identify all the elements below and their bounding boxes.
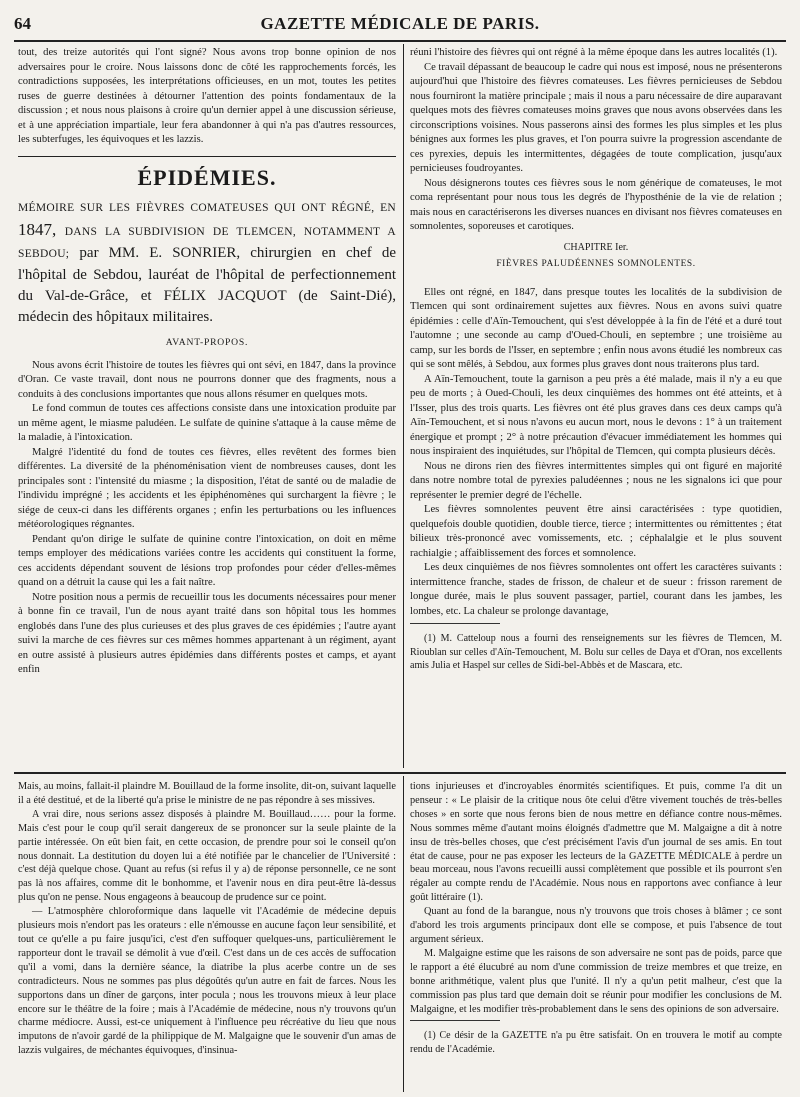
paragraph: Nous ne dirons rien des fièvres intermittentes simples qui ont figuré en majorité dans notre nombre total de pyrexies paludéennes ; nous ne les signalons ici que pour représenter le premier degré de l'échelle.: [410, 460, 782, 501]
paragraph: tout, des treize autorités qui l'ont signé? Nous avons trop bonne opinion de nos adversaires pour le croire. Nous laissons donc de côté les rapprochements forcés, les contradictions supposées, les interprétations officieuses, en un mot, toutes les petites ruses de guerre destinées à détourner l'attention des points fondamentaux de la discussion ; et nous nous plaisons à croire qu'un dernier appel à une discussion sérieuse, et à une appréciation impartiale, leur fera abandonner à qui n'a pas d'autres ressources, les subterfuges, les équivoques et les lazzis.: [18, 47, 396, 145]
avant-propos-heading: AVANT-PROPOS.: [165, 337, 249, 348]
paragraph: Quant au fond de la barangue, nous n'y trouvons que trois choses à blâmer ; ce sont d'abord les trois arguments principaux dont elle se compose, et puis l'absence de tout argument sérieux.: [410, 906, 782, 945]
paragraph: — L'atmosphère chloroformique dans laquelle vit l'Académie de médecine depuis plusieurs mois n'endort pas les orateurs : elle n'émousse en aucune façon leur sensibilité, et tout ce qu'elle a pu faire jusqu'ici, c'est d'en suffoquer quelques-uns, particulièrement le rapporteur dont le travail se démolit à vue d'œil. C'est dans un de ces accès de suffocation qu'il a vomi, dans la dernière séance, la diatribe la plus acerbe contre un de ses contradicteurs. Nous ne sommes pas plus dégoûtés qu'un autre en fait de farces. Nous les supportons dans un dîner de garçons, inter pocula ; nous les trouvons mieux à leur place encore sur le théâtre de la foire ; mais à l'Académie de médecine, nous n'y trouvons qu'un charme médiocre. Aussi, est-ce uniquement à l'influence peu récréative du lieu que nous imputons de n'avoir gardé de la philippique de M. Malgaigne que le souvenir d'un amas de lazzis vulgaires, de méchantes équivoques, d'insinua-: [18, 906, 396, 1057]
footnote: (1) M. Catteloup nous a fourni des renseignements sur les fièvres de Tlemcen, M. Rioublan sur celles d'Aïn-Temouchent, M. Bolu sur celles de Daya et d'Oran, nos excellents amis Julia et Haspel sur celles de Sidi-bel-Abbès et de Mascara, etc.: [410, 633, 782, 671]
chapter-subheading: FIÈVRES PALUDÉENNES SOMNOLENTES.: [496, 259, 696, 269]
right-column: [410, 46, 782, 768]
page-number: 64: [14, 14, 31, 33]
header-rule: [14, 40, 786, 42]
page-header: [14, 14, 786, 38]
paragraph: Les deux cinquièmes de nos fièvres somnolentes ont offert les caractères suivants : intermittence franche, stades de frisson, de chaleur et de sueur : frisson rarement de longue durée, mais le plus souvent passager, partiel, courant dans les jambes, les lombes, etc. La chaleur se prolonge davantage,: [410, 562, 782, 617]
paragraph: Pendant qu'on dirige le sulfate de quinine contre l'intoxication, on doit en même temps employer des médications variées contre les accidents qui constituent la forme, ces accidents dépendant souvent de lésions trop profondes pour céder d'elles-mêmes quand on a détruit la cause qui les a fait naître.: [18, 533, 396, 588]
section-divider: [18, 156, 396, 157]
paragraph: Nous avons écrit l'histoire de toutes les fièvres qui ont sévi, en 1847, dans la province d'Oran. Ce vaste travail, dont nous ne pourrons donner que des fragments, nous a conduits à des conclusions importantes que nous allons résumer en quelques mots.: [18, 359, 396, 400]
paragraph: Nous désignerons toutes ces fièvres sous le nom générique de comateuses, le mot coma représentant pour nous tous les degrés de l'hyposthénie de la vie de relation ; mais nous en caractériserons les diverses nuances en divisant nos fièvres comateuses en somnolentes, soporeuses et carotiques.: [410, 177, 782, 232]
paragraph: Ce travail dépassant de beaucoup le cadre qui nous est imposé, nous ne présenterons aujourd'hui que l'histoire des fièvres comateuses. Les fièvres pernicieuses de Sebdou nous fourniront la matière principale ; mais il nous a paru nécessaire de dire auparavant quelques mots des fièvres comateuses moins graves que nous avons observées dans les circonscriptions voisines. Nous passerons ainsi des formes les plus simples et les plus bénignes aux formes les plus graves, et l'on pourra suivre la progression ascendante de ces pyrexies, depuis les intermittentes, dégagées de toute complication, jusqu'aux pernicieuses foudroyantes.: [410, 61, 782, 174]
paragraph: Les fièvres somnolentes peuvent être ainsi caractérisées : type quotidien, quelquefois double quotidien, double tierce, tierce ; intermittentes ou rémittentes ; état bilieux très-prononcé avec vomissements, etc. ; céphalalgie et le plus souvent rachialgie ; affaiblissement des forces et somnolence.: [410, 504, 782, 559]
footnote-rule: [410, 623, 500, 624]
memoir-authors: par MM. E. SONRIER, chirurgien en chef de l'hôpital de Sebdou, lauréat de l'hôpital de perfectionnement du Val-de-Grâce, et FÉLIX JACQUOT (de Saint-Dié), médecin des hôpitaux militaires.: [18, 245, 396, 325]
paragraph: Le fond commun de toutes ces affections consiste dans une intoxication produite par un même agent, le miasme paludéen. Le sulfate de quinine s'attaque à la cause même de la maladie, à l'intoxication.: [18, 403, 396, 443]
paragraph: Notre position nous a permis de recueillir tous les documents nécessaires pour mener à bonne fin ce travail, l'un de nous ayant traité dans son hôpital tous les hommes englobés dans l'une des plus curieuses et des plus graves de ces épidémies ; l'autre ayant suivi la marche de ces fièvres sur ces mêmes hommes appartenant à un régiment, ayant en outre assisté à plusieurs autres épidémies dans différents postes et camps, et ayant enfin: [18, 591, 396, 675]
column-divider: [403, 44, 404, 768]
memoir-title: [18, 197, 396, 328]
feuilleton-rule: [14, 772, 786, 774]
memoir-title-b: DANS LA SUBDIVISION DE TLEMCEN, NOTAMMENT A SEBDOU;: [18, 226, 396, 260]
chapter-heading: CHAPITRE Ier.: [563, 241, 629, 253]
footnote: (1) Ce désir de la GAZETTE n'a pu être satisfait. On en trouvera le motif au compte rendu de l'Académie.: [410, 1030, 782, 1055]
paragraph: M. Malgaigne estime que les raisons de son adversaire ne sont pas de poids, parce que le rapport a été élucubré au nom d'une commission de treize membres et que treize, en bonne arithmétique, valent plus que l'unité. Il n'y a qu'un petit malheur, c'est que la commission pas plus tard que demain doit se réunir pour modifier les conclusions de M. Malgaigne, et les modifier très-probablement dans le sens des opinions de son adversaire.: [410, 947, 782, 1015]
feuilleton-left-column: [18, 780, 396, 1090]
paragraph: A vrai dire, nous serions assez disposés à plaindre M. Bouillaud…… pour la forme. Mais c'est pour le coup qu'il serait dangereux de se prononcer sur la seule plainte de la partie intéressée. On eût bien fait, en cette occasion, de prendre pour soi le conseil qu'on nous donnait. La destitution du doyen lui a été notifiée par le chancelier de l'Université : c'est déjà quelque chose. Quant au refus (si refus il y a) de réponse personnelle, ce ne sont pas là nos affaires, comme dit le bonhomme, et l'avenir nous en dira peut-être là-dessus plus qu'on ne pense. Nous engageons à beaucoup de prudence sur ce point.: [18, 808, 396, 904]
paragraph: Mais, au moins, fallait-il plaindre M. Bouillaud de la forme insolite, dit-on, suivant laquelle il a été destitué, et de la liberté qu'a prise le ministre de ne pas répondre à ses missives.: [18, 781, 396, 806]
column-divider: [403, 776, 404, 1092]
section-title: ÉPIDÉMIES.: [137, 164, 277, 190]
footnote-rule: [410, 1020, 500, 1021]
paragraph: A Aïn-Temouchent, toute la garnison a peu près a été malade, mais il n'y a eu que peu de morts ; à Oued-Chouli, les deux cinquièmes des hommes ont été atteints, et à l'Isser, plus des trois quarts. Les fièvres ont été plus graves dans ces deux camps qu'à Aïn-Temouchent, et si nous n'avons eu aucun mort, nous le devons : 1° à un traitement énergique et prompt ; 2° à notre précaution d'évacuer immédiatement les hommes qui nous inspiraient des inquiétudes, sur l'hôpital de Tlemcen, qui compta plusieurs décès.: [410, 373, 782, 457]
paragraph: Elles ont régné, en 1847, dans presque toutes les localités de la subdivision de Tlemcen qui sont ordinairement sujettes aux fièvres. Nous en avons suivi quatre épidémies : celle d'Aïn-Temouchent, qui s'est développée à la fin de l'été et a duré tout l'automne ; une seconde au camp d'Oued-Chouli, en septembre ; une troisième au camp, sur les bords de l'Isser, en septembre ; enfin nous avons étudié les nombreux cas qui se sont mêlés, à Sebdou, aux formes plus graves dont nous traiterons plus tard.: [410, 286, 782, 370]
paragraph: tions injurieuses et d'incroyables énormités scientifiques. Et puis, comme l'a dit un penseur : « Le plaisir de la critique nous ôte celui d'être vivement touchés de très-belles choses » en sorte que nous ferons bien de nous mettre en défiance contre nous-mêmes. Nous sommes même d'autant moins éloignés d'admettre que M. Malgaigne a dit à notre insu de très-belles choses, que c'est précisément l'avis d'un journal de ses amis. En tout état de cause, pour ne pas exposer les lecteurs de la GAZETTE MÉDICALE à perdre un beau morceau, nous l'avons recueilli aussi complètement que possible et ils pourront s'en régaler au compte rendu de l'Académie. Nous nous en rapportons avec confiance à leur goût littéraire (1).: [410, 781, 782, 904]
journal-title: GAZETTE MÉDICALE DE PARIS.: [260, 14, 540, 33]
memoir-year: 1847,: [18, 220, 57, 239]
paragraph: réuni l'histoire des fièvres qui ont régné à la même époque dans les autres localités (1).: [410, 47, 778, 58]
paragraph: Malgré l'identité du fond de toutes ces fièvres, elles revêtent des formes bien différentes. La diversité de la phénoménisation vient de nombreuses causes, dont les principales sont : l'intensité du miasme ; la disposition, l'état de santé ou de maladie de l'individu imprégné ; les accidents et les épiphénomènes qui surchargent la fièvre ; le siége de ceux-ci dans les différents organes ; enfin les perturbations ou les influences météorologiques régnantes.: [18, 446, 396, 530]
left-column: [18, 46, 396, 764]
feuilleton-right-column: [410, 780, 782, 1090]
memoir-title-a: MÉMOIRE SUR LES FIÈVRES COMATEUSES QUI ONT RÉGNÉ, EN: [18, 202, 396, 214]
